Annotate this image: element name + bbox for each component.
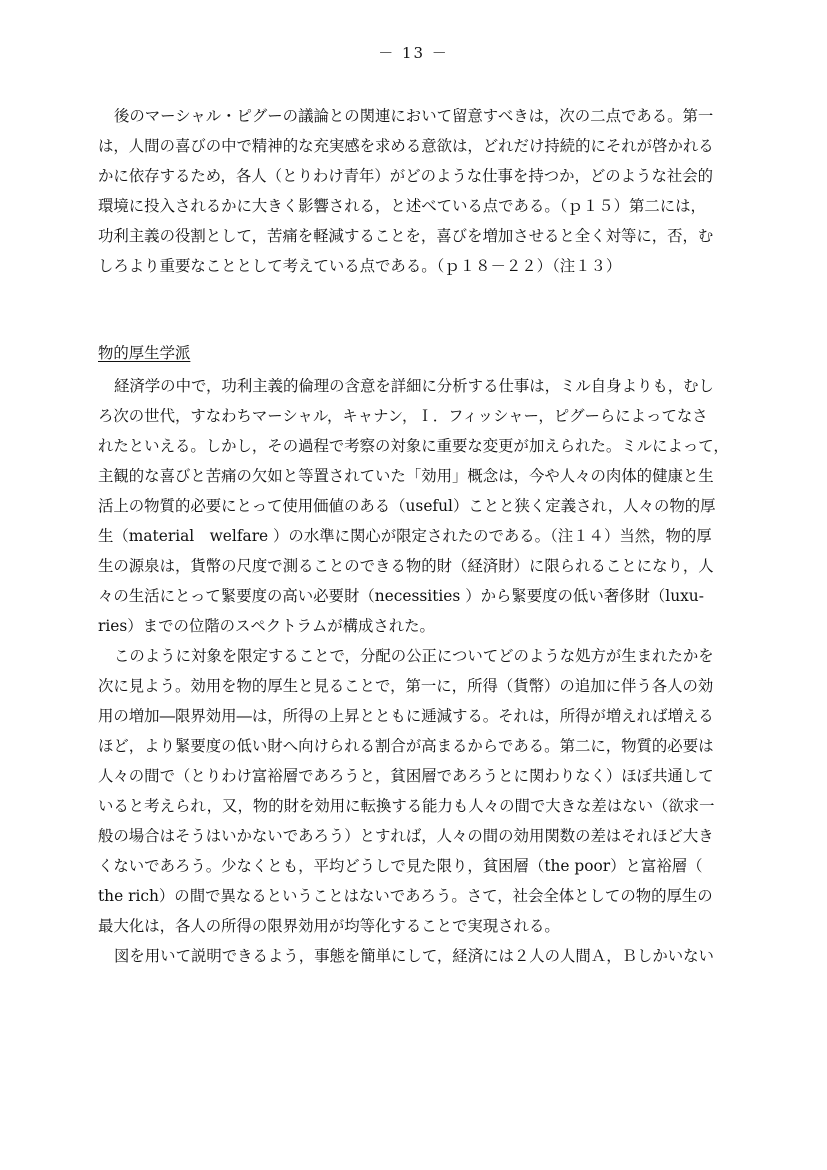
text-line: ries）までの位階のスペクトラムが構成された。	[98, 617, 435, 635]
text-line: 図を用いて説明できるよう，事態を簡単にして，経済には２人の人間Ａ，Ｂしかいない	[114, 947, 714, 965]
text-line: 用の増加―限界効用―は，所得の上昇とともに逓減する。それは，所得が増えれば増える	[98, 707, 714, 725]
text-line: 人々の間で（とりわけ富裕層であろうと，貧困層であろうとに関わりなく）ほぼ共通して	[98, 767, 714, 785]
section-heading: 物的厚生学派	[98, 344, 191, 362]
text-line: くないであろう。少なくとも，平均どうしで見た限り，貧困層（the poor）と富裕層（	[98, 857, 703, 875]
text-line: the rich）の間で異なるということはないであろう。さて，社会全体としての物的厚生の	[98, 887, 713, 905]
text-line: 経済学の中で，功利主義的倫理の含意を詳細に分析する仕事は，ミル自身よりも，むし	[114, 377, 714, 395]
text-line: 功利主義の役割として，苦痛を軽減することを，喜びを増加させると全く対等に，否，む	[98, 227, 714, 245]
text-line: かに依存するため，各人（とりわけ青年）がどのような仕事を持つか，どのような社会的	[98, 167, 714, 185]
text-line: 次に見よう。効用を物的厚生と見ることで，第一に，所得（貨幣）の追加に伴う各人の効	[98, 677, 714, 695]
text-line: 主観的な喜びと苦痛の欠如と等置されていた「効用」概念は，今や人々の肉体的健康と生	[98, 467, 714, 485]
text-line: しろより重要なこととして考えている点である。（ｐ１８－２２）（注１３）	[98, 257, 622, 275]
text-line: このように対象を限定することで，分配の公正についてどのような処方が生まれたかを	[114, 647, 714, 665]
text-line: ろ次の世代，すなわちマーシャル，キャナン，Ｉ．フィッシャー，ピグーらによってなさ	[98, 407, 708, 425]
paragraph-1	[98, 101, 738, 281]
text-line: 活上の物質的必要にとって使用価値のある（useful）ことと狭く定義され，人々の物的厚	[98, 497, 716, 515]
text-line: は，人間の喜びの中で精神的な充実感を求める意欲は，どれだけ持続的にそれが啓かれる	[98, 137, 714, 155]
text-line: 般の場合はそうはいかないであろう）とすれば，人々の間の効用関数の差はそれほど大き	[98, 827, 714, 845]
text-line: 生（material welfare ）の水準に関心が限定されたのである。（注１４）当然，物的厚	[98, 527, 712, 545]
text-line: 後のマーシャル・ピグーの議論との関連において留意すべきは，次の二点である。第一	[114, 107, 714, 125]
text-line: いると考えられ，又，物的財を効用に転換する能力も人々の間で大きな差はない（欲求一	[98, 797, 715, 815]
text-line: 々の生活にとって緊要度の高い必要財（necessities ）から緊要度の低い奢侈財（luxu-	[98, 587, 704, 605]
text-line: ほど，より緊要度の低い財へ向けられる割合が高まるからである。第二に，物質的必要は	[98, 737, 714, 755]
text-line: 環境に投入されるかに大きく影響される，と述べている点である。（ｐ１５）第二には，	[98, 197, 706, 215]
section-body	[98, 371, 738, 971]
text-line: 生の源泉は，貨幣の尺度で測ることのできる物的財（経済財）に限られることになり，人	[98, 557, 714, 575]
page-number: － 13 －	[378, 44, 449, 62]
text-line: 最大化は，各人の所得の限界効用が均等化することで実現される。	[98, 917, 560, 935]
text-line: れたといえる。しかし，その過程で考察の対象に重要な変更が加えられた。ミルによって，	[98, 437, 729, 455]
